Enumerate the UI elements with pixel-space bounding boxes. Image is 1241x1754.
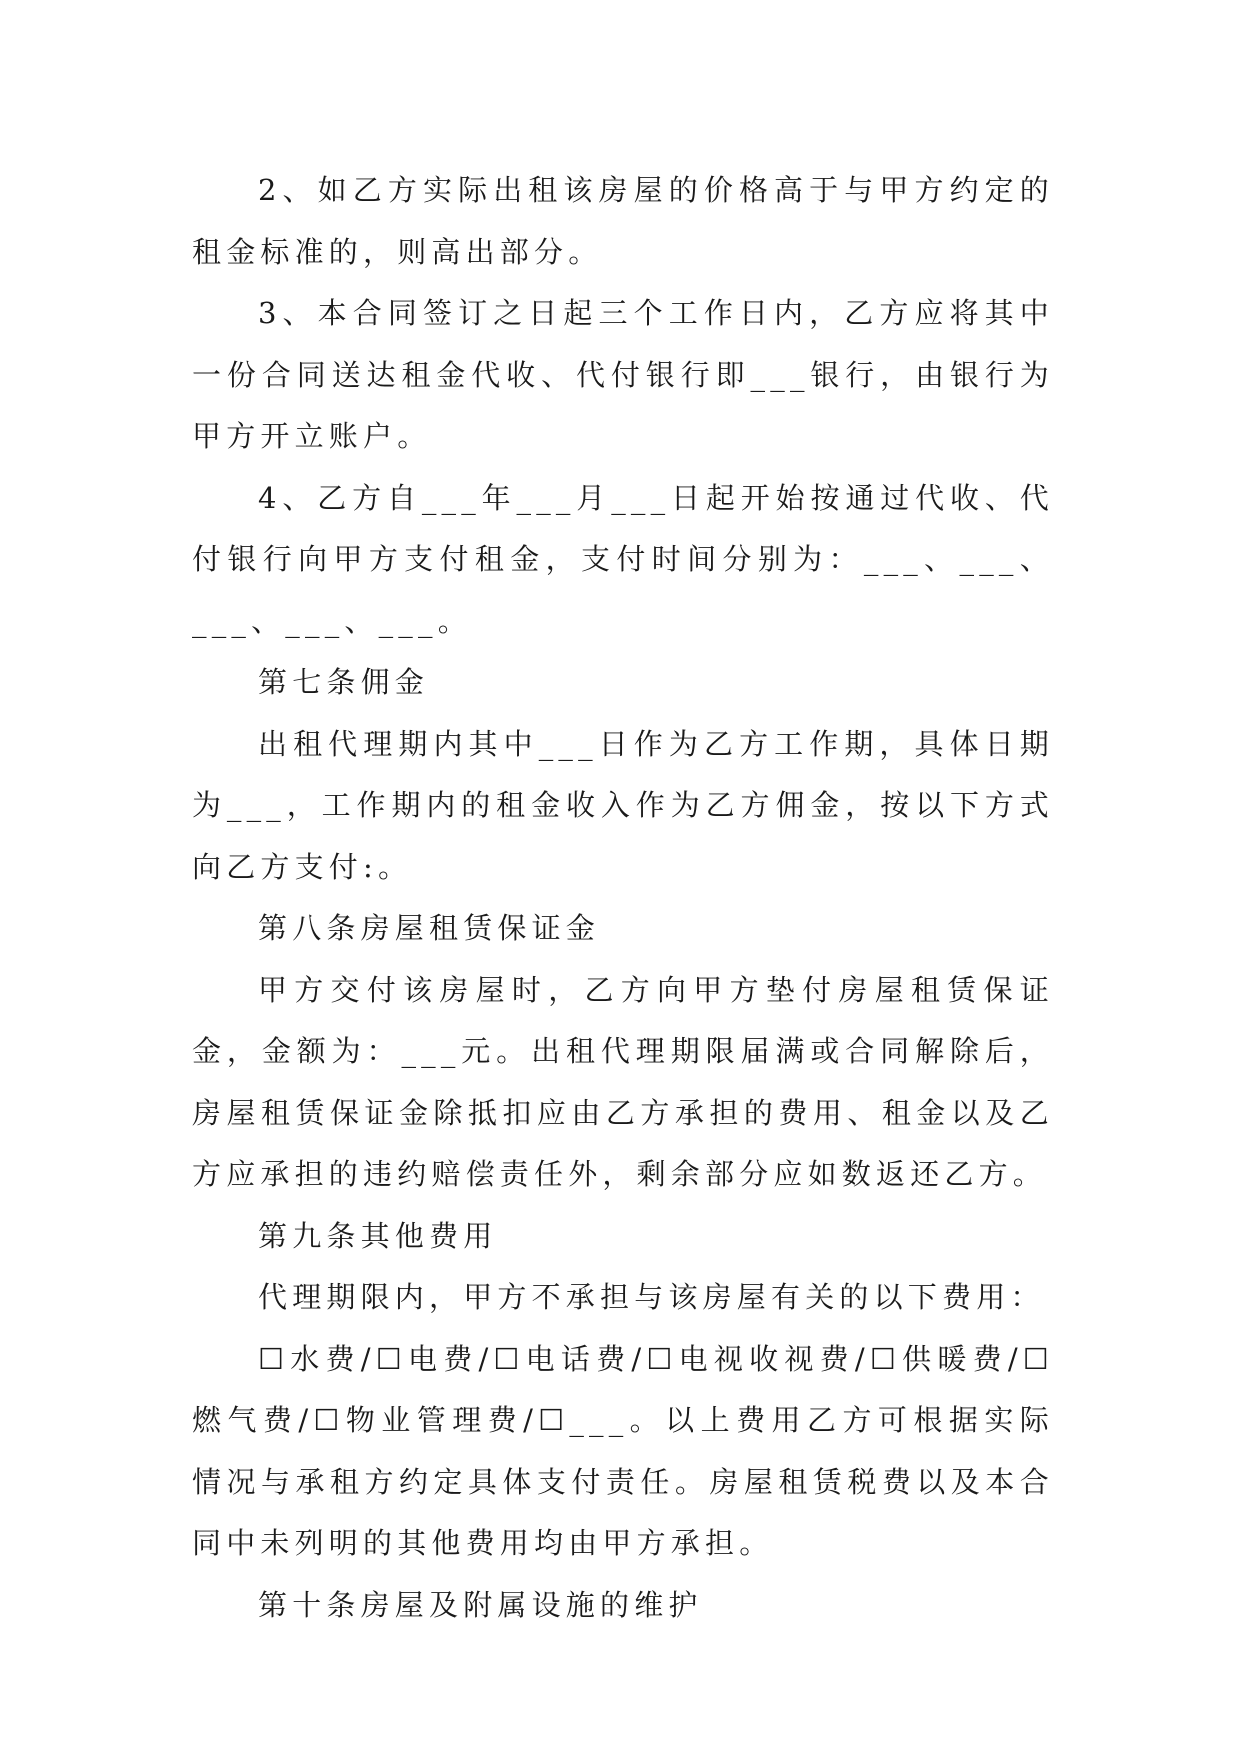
heading-article-10: 第十条房屋及附属设施的维护	[258, 1587, 703, 1622]
heading-article-7: 第七条佣金	[258, 665, 430, 699]
paragraph-clause-2: 2、如乙方实际出租该房屋的价格高于与甲方约定的租金标准的，则高出部分。	[192, 173, 1054, 269]
heading-article-9: 第九条其他费用	[258, 1218, 498, 1253]
paragraph-clause-4: 4、乙方自___年___月___日起开始按通过代收、代付银行向甲方支付租金，支付时间分别为：___、___、___、___、___。	[192, 480, 1054, 638]
paragraph-clause-3: 3、本合同签订之日起三个工作日内，乙方应将其中一份合同送达租金代收、代付银行即___银行，由银行为甲方开立账户。	[192, 296, 1054, 453]
paragraph-fee-checklist: ☐水费/☐电费/☐电话费/☐电视收视费/☐供暖费/☐燃气费/☐物业管理费/☐___。以上费用乙方可根据实际情况与承租方约定具体支付责任。房屋租赁税费以及本合同中未列明的其他费用均由甲方承担。	[192, 1341, 1054, 1560]
paragraph-commission: 出租代理期内其中___日作为乙方工作期，具体日期为___，工作期内的租金收入作为乙方佣金，按以下方式向乙方支付:。	[192, 726, 1054, 884]
document-body	[192, 160, 1054, 1636]
paragraph-deposit: 甲方交付该房屋时，乙方向甲方垫付房屋租赁保证金，金额为：___元。出租代理期限届满或合同解除后，房屋租赁保证金除抵扣应由乙方承担的费用、租金以及乙方应承担的违约赔偿责任外，剩余部分应如数返还乙方。	[192, 972, 1054, 1191]
heading-article-8: 第八条房屋租赁保证金	[258, 911, 601, 945]
paragraph-other-fees-intro: 代理期限内，甲方不承担与该房屋有关的以下费用：	[258, 1280, 1045, 1314]
